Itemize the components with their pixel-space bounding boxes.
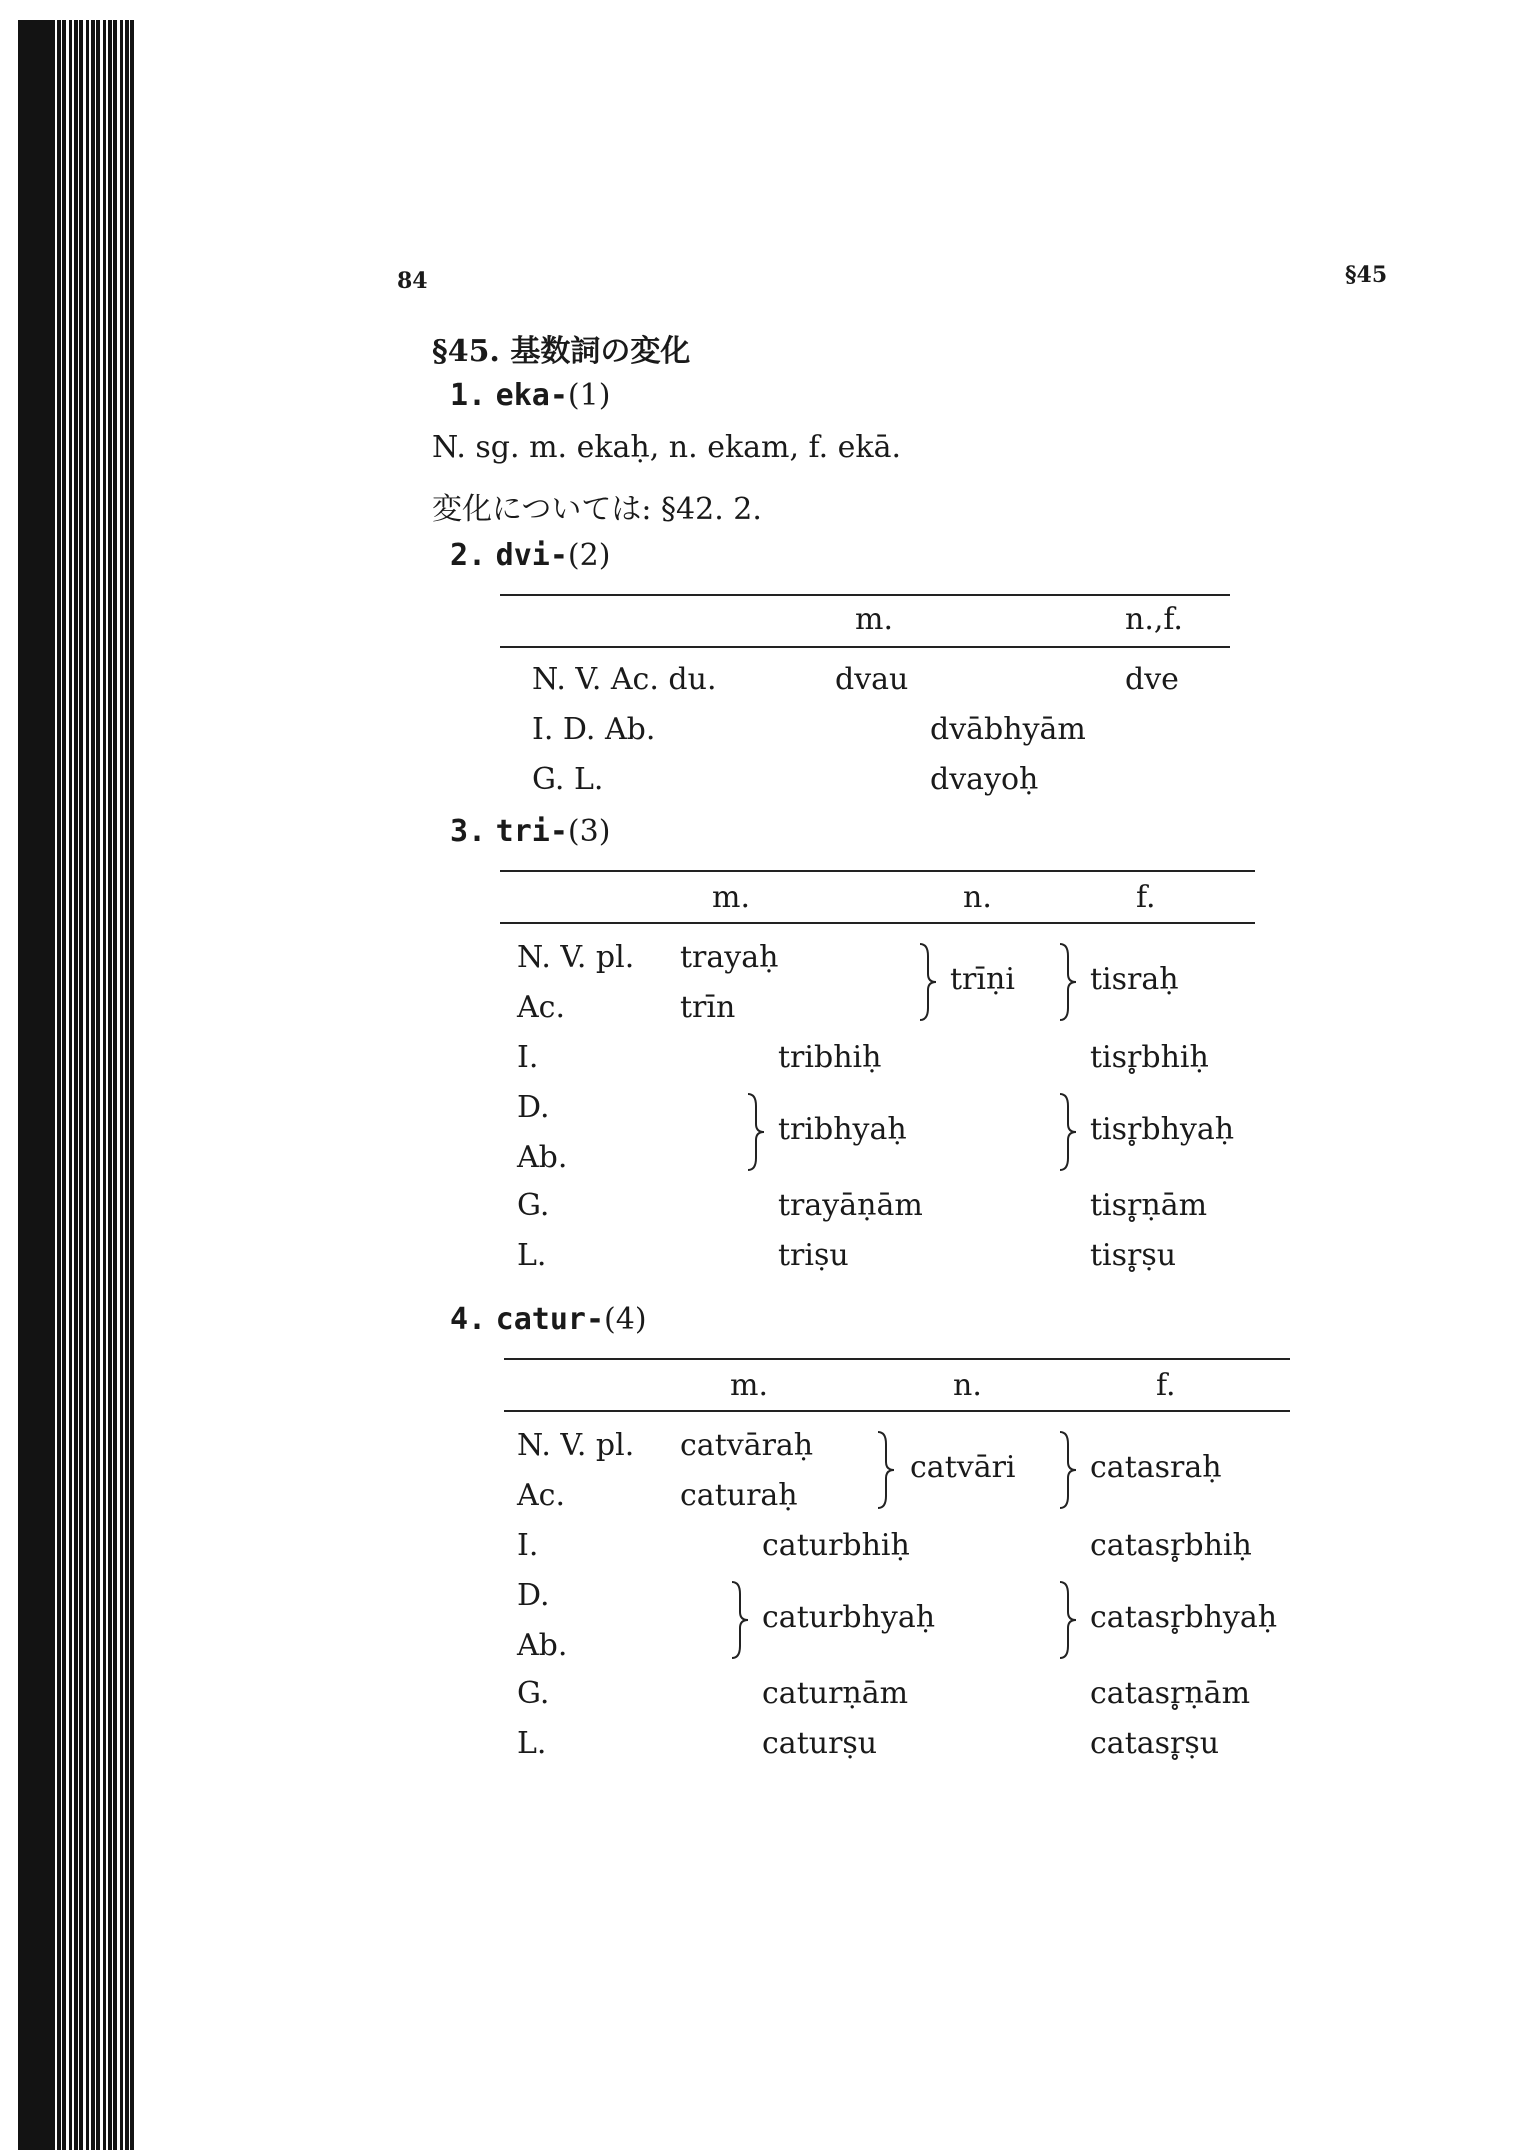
- sec2-num: 2.: [450, 538, 487, 573]
- sec4-rule-top: [504, 1358, 1290, 1360]
- sec2-rule-top: [500, 594, 1230, 596]
- sec3-cell: tisr̥bhyaḥ: [1090, 1112, 1235, 1147]
- sec4-num: 4.: [450, 1302, 487, 1337]
- sec4-cell: catvāri: [910, 1450, 1016, 1485]
- sec2-cell: dvayoḥ: [930, 762, 1039, 797]
- sec1-num: 1.: [450, 378, 487, 413]
- sec4-word: catur-: [495, 1302, 605, 1337]
- brace-right: [730, 1580, 750, 1660]
- sec3-case: Ac.: [517, 990, 566, 1025]
- sec3-cell: tisr̥ṣu: [1090, 1238, 1177, 1273]
- sec3-cell: trayaḥ: [680, 940, 779, 975]
- sec4-case: I.: [517, 1528, 539, 1563]
- sec3-case: D.: [517, 1090, 550, 1125]
- sec4-case: Ab.: [517, 1628, 568, 1663]
- sec3-cell: tisr̥ṇām: [1090, 1188, 1208, 1223]
- sec4-cell: caturṇām: [762, 1676, 909, 1711]
- sec3-case: N. V. pl.: [517, 940, 635, 975]
- sec2-word: dvi-: [495, 538, 568, 573]
- brace-right: [1058, 1430, 1078, 1510]
- sec3-case: L.: [517, 1238, 547, 1273]
- brace-right: [1058, 942, 1078, 1022]
- sec2-case: G. L.: [532, 762, 604, 797]
- brace-right: [1058, 1580, 1078, 1660]
- book-binding-edge: [18, 20, 136, 2150]
- sec4-case: L.: [517, 1726, 547, 1761]
- sec3-cell: tisr̥bhiḥ: [1090, 1040, 1209, 1075]
- sec1-gloss: (1): [567, 378, 611, 413]
- sec1-line2: 変化については: §42. 2.: [432, 492, 762, 527]
- sec4-cell: catasr̥bhyaḥ: [1090, 1600, 1278, 1635]
- sec4-cell: catasr̥ṣu: [1090, 1726, 1220, 1761]
- sec3-rule-top: [500, 870, 1255, 872]
- brace-right: [746, 1092, 766, 1172]
- sec3-case: G.: [517, 1188, 550, 1223]
- sec4-cell: caturbhyaḥ: [762, 1600, 936, 1635]
- sec1-word: eka-: [495, 378, 568, 413]
- sec3-cell: trīn: [680, 990, 736, 1025]
- sec2-header-m: m.: [855, 602, 893, 637]
- sec3-case: I.: [517, 1040, 539, 1075]
- sec4-header-m: m.: [730, 1368, 768, 1403]
- brace-right: [1058, 1092, 1078, 1172]
- sec3-header-n: n.: [963, 880, 992, 915]
- sec1-title: [450, 378, 610, 413]
- sec3-header-f: f.: [1136, 880, 1156, 915]
- sec3-cell: tribhyaḥ: [778, 1112, 907, 1147]
- sec3-header-m: m.: [712, 880, 750, 915]
- sec1-line1: N. sg. m. ekaḥ, n. ekam, f. ekā.: [432, 430, 901, 465]
- sec3-cell: tribhiḥ: [778, 1040, 882, 1075]
- sec4-cell: caturṣu: [762, 1726, 878, 1761]
- sec2-title: [450, 538, 610, 573]
- sec2-cell: dve: [1125, 662, 1179, 697]
- section-heading: §45. 基数詞の変化: [432, 334, 691, 369]
- sec3-rule-mid: [500, 922, 1255, 924]
- sec4-gloss: (4): [604, 1302, 647, 1337]
- sec3-cell: trayāṇām: [778, 1188, 923, 1223]
- sec4-case: N. V. pl.: [517, 1428, 635, 1463]
- sec2-case: I. D. Ab.: [532, 712, 656, 747]
- sec3-cell: tisraḥ: [1090, 962, 1179, 997]
- brace-right: [876, 1430, 896, 1510]
- sec3-num: 3.: [450, 814, 487, 849]
- sec3-cell: triṣu: [778, 1238, 849, 1273]
- sec3-word: tri-: [495, 814, 568, 849]
- sec4-cell: catasraḥ: [1090, 1450, 1222, 1485]
- sec3-cell: trīṇi: [950, 962, 1015, 997]
- page-number: 84: [397, 268, 428, 294]
- sec3-case: Ab.: [517, 1140, 568, 1175]
- sec4-case: D.: [517, 1578, 550, 1613]
- sec4-cell: catasr̥bhiḥ: [1090, 1528, 1252, 1563]
- sec2-gloss: (2): [567, 538, 611, 573]
- brace-right: [918, 942, 938, 1022]
- sec4-case: Ac.: [517, 1478, 566, 1513]
- sec2-cell: dvau: [835, 662, 909, 697]
- sec4-cell: catvāraḥ: [680, 1428, 814, 1463]
- sec4-header-n: n.: [953, 1368, 982, 1403]
- sec4-header-f: f.: [1156, 1368, 1176, 1403]
- sec4-title: [450, 1302, 647, 1337]
- sec2-cell: dvābhyām: [930, 712, 1086, 747]
- sec2-header-nf: n.,f.: [1125, 602, 1183, 637]
- section-ref: §45: [1345, 262, 1388, 288]
- sec4-cell: caturbhiḥ: [762, 1528, 910, 1563]
- sec4-cell: catasr̥ṇām: [1090, 1676, 1251, 1711]
- sec4-cell: caturaḥ: [680, 1478, 798, 1513]
- sec4-case: G.: [517, 1676, 550, 1711]
- sec3-title: [450, 814, 610, 849]
- sec2-case: N. V. Ac. du.: [532, 662, 717, 697]
- sec4-rule-mid: [504, 1410, 1290, 1412]
- sec3-gloss: (3): [567, 814, 611, 849]
- sec2-rule-mid: [500, 646, 1230, 648]
